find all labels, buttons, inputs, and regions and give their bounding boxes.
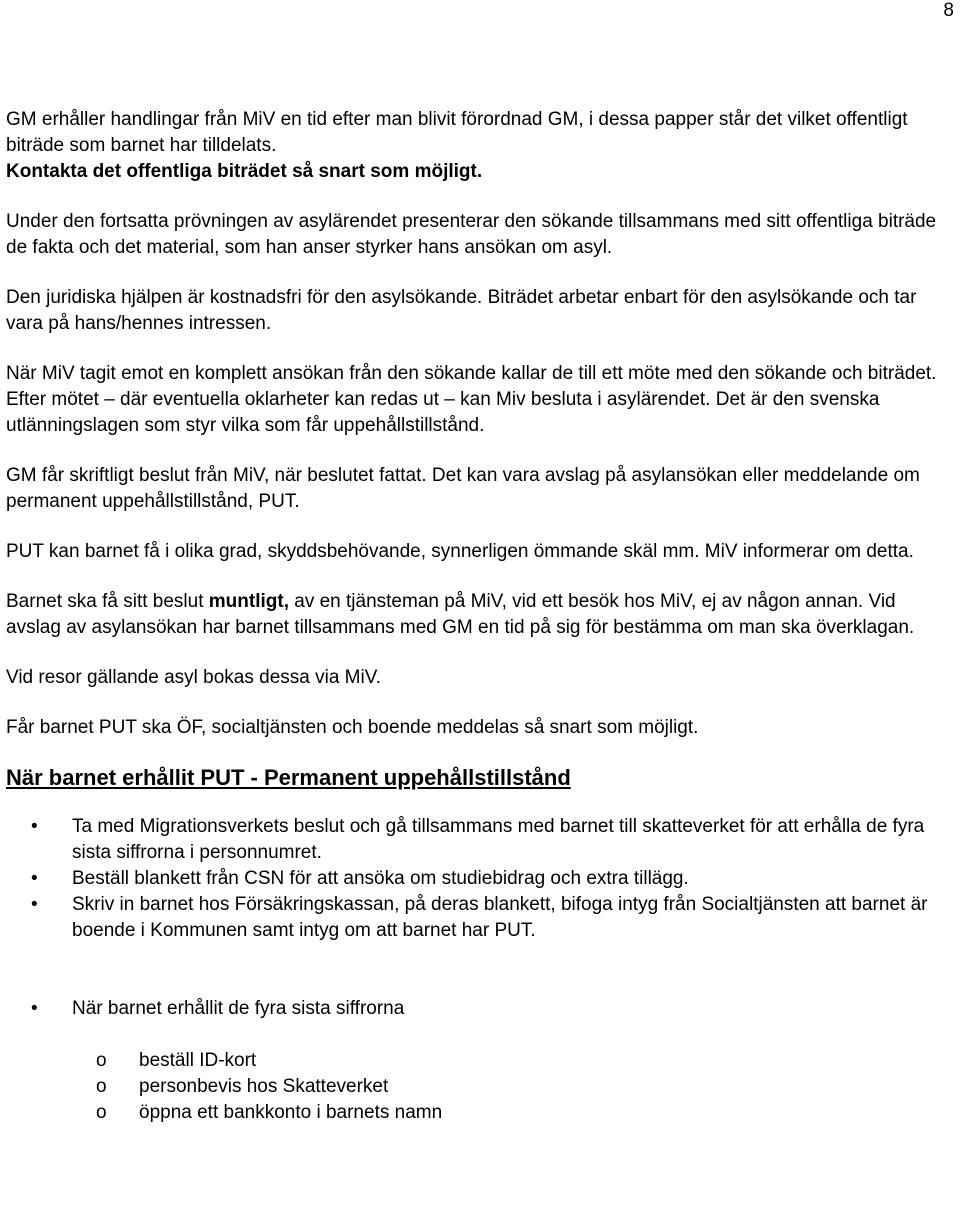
sub-item [6, 1100, 950, 1126]
bullet-item [6, 892, 950, 944]
paragraph-9: Får barnet PUT ska ÖF, socialtjänsten och boende meddelas så snart som möjligt. [6, 717, 699, 738]
paragraph-6: PUT kan barnet få i olika grad, skyddsbehövande, synnerligen ömmande skäl mm. MiV informerar om detta. [6, 541, 914, 562]
bullet-icon: • [31, 998, 38, 1019]
paragraph-8: Vid resor gällande asyl bokas dessa via MiV. [6, 667, 381, 688]
document-body [6, 107, 950, 1126]
paragraph-1-text: GM erhåller handlingar från MiV en tid efter man blivit förordnad GM, i dessa papper står det vilket offentligt biträde som barnet har tilldelats. [6, 109, 908, 156]
paragraph-7-after: av en tjänsteman på MiV, vid ett besök hos MiV, ej av någon annan. Vid avslag av asylansökan har barnet tillsammans med GM en tid på sig för bestämma om man ska överklagan. [6, 591, 915, 638]
sub-item [6, 1048, 950, 1074]
bullet-item-text: Beställ blankett från CSN för att ansöka om studiebidrag och extra tillägg. [72, 868, 689, 889]
paragraph-7-before: Barnet ska få sitt beslut [6, 591, 209, 612]
section-heading: När barnet erhållit PUT - Permanent uppehållstillstånd [6, 765, 571, 790]
bullet-list-2 [6, 996, 950, 1022]
paragraph-7 [6, 589, 950, 641]
paragraph-4: När MiV tagit emot en komplett ansökan från den sökande kallar de till ett möte med den sökande och biträdet. Efter mötet – där eventuella oklarheter kan redas ut – kan Miv besluta i asylärendet. Det är den svenska utlänningslagen som styr vilka som får uppehållstillstånd. [6, 363, 937, 436]
bullet-item [6, 866, 950, 892]
paragraph-3: Den juridiska hjälpen är kostnadsfri för den asylsökande. Biträdet arbetar enbart för den asylsökande och tar vara på hans/hennes intressen. [6, 287, 917, 334]
sub-item-text: personbevis hos Skatteverket [139, 1076, 389, 1097]
sub-item [6, 1074, 950, 1100]
bullet-list [6, 814, 950, 944]
sub-item-text: öppna ett bankkonto i barnets namn [139, 1102, 443, 1123]
page-number: 8 [943, 0, 954, 21]
bullet-icon: • [31, 894, 38, 915]
circle-bullet-icon: o [96, 1050, 107, 1071]
bullet-item-text: När barnet erhållit de fyra sista siffrorna [72, 998, 405, 1019]
paragraph-1-bold: Kontakta det offentliga biträdet så snart som möjligt. [6, 161, 483, 182]
sub-item-text: beställ ID-kort [139, 1050, 257, 1071]
bullet-item [6, 996, 950, 1022]
circle-bullet-icon: o [96, 1076, 107, 1097]
bullet-icon: • [31, 868, 38, 889]
paragraph-1 [6, 107, 950, 185]
bullet-icon: • [31, 816, 38, 837]
circle-bullet-icon: o [96, 1102, 107, 1123]
paragraph-7-bold: muntligt, [208, 591, 289, 612]
bullet-item-text: Skriv in barnet hos Försäkringskassan, på deras blankett, bifoga intyg från Socialtjänsten att barnet är boende i Kommunen samt intyg om att barnet har PUT. [72, 894, 928, 941]
bullet-item [6, 814, 950, 866]
paragraph-2: Under den fortsatta prövningen av asylärendet presenterar den sökande tillsammans med sitt offentliga biträde de fakta och det material, som han anser styrker hans ansökan om asyl. [6, 211, 937, 258]
sub-list [6, 1048, 950, 1126]
paragraph-5: GM får skriftligt beslut från MiV, när beslutet fattat. Det kan vara avslag på asylansökan eller meddelande om permanent uppehållstillstånd, PUT. [6, 465, 920, 512]
bullet-item-text: Ta med Migrationsverkets beslut och gå tillsammans med barnet till skatteverket för att erhålla de fyra sista siffrorna i personnumret. [72, 816, 925, 863]
